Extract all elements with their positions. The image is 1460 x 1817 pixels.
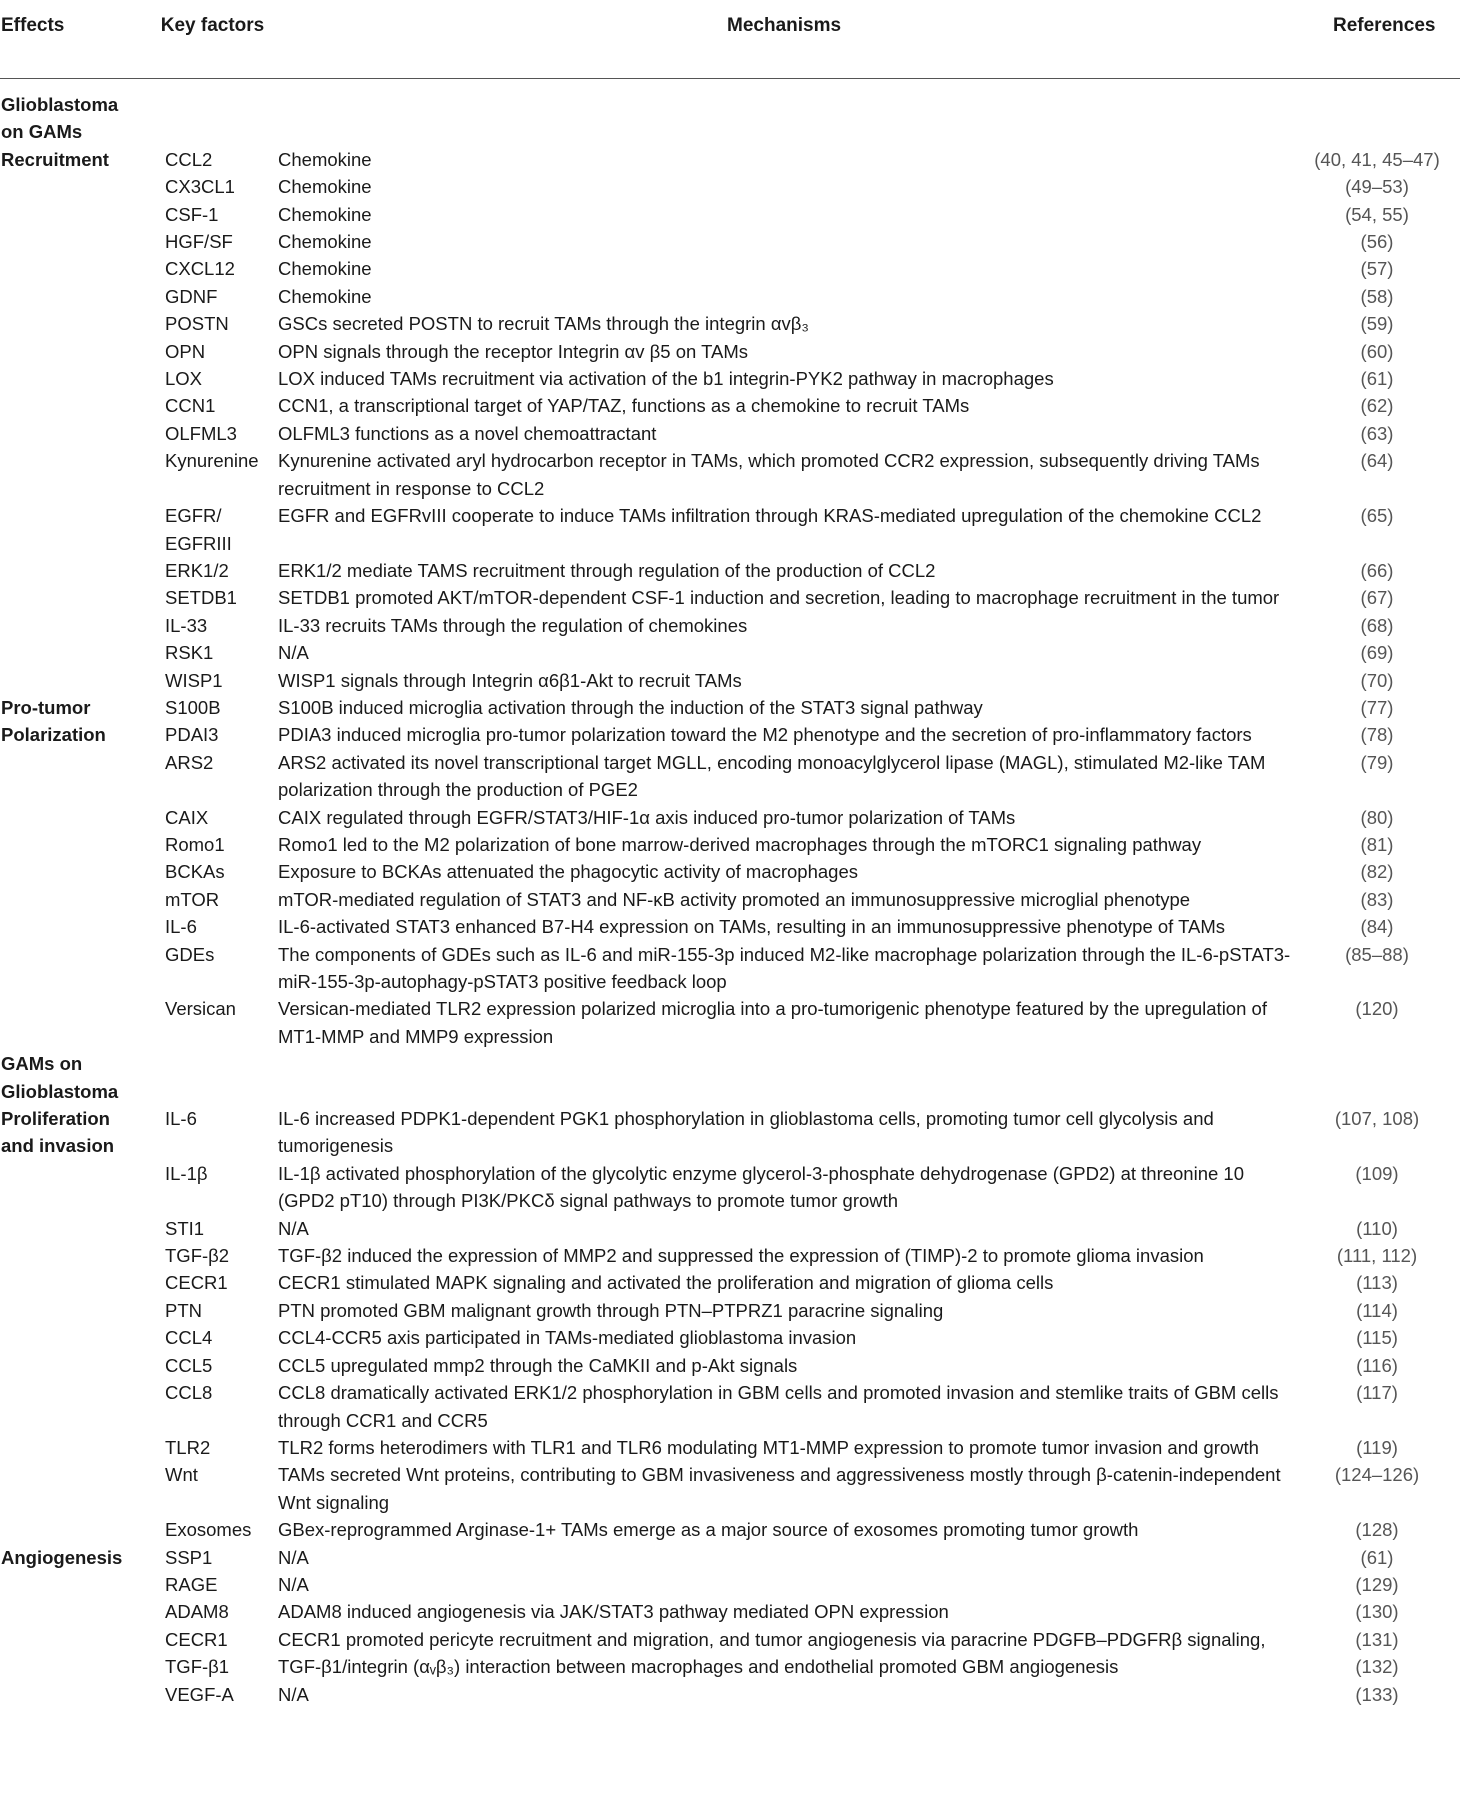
table-row [0,995,1460,1050]
table-row [0,1379,1460,1434]
table-body [0,91,1460,1708]
reference-cell: (109) [1355,1162,1399,1184]
effect-spacer [0,804,165,831]
effect-spacer [0,1571,165,1598]
mechanism-cell: TGF-β1/integrin (αᵥβ₃) interaction between macrophages and endothelial promoted GBM angiogenesis [278,1656,1119,1678]
key-factor-cell: POSTN [165,313,229,335]
table-row [0,365,1460,392]
mechanism-cell: Exposure to BCKAs attenuated the phagocytic activity of macrophages [278,861,858,883]
reference-cell: (81) [1360,833,1394,855]
mechanism-cell: IL-1β activated phosphorylation of the glycolytic enzyme glycerol-3-phosphate dehydrogenase (GPD2) at threonine 10 (GPD2 pT10) through PI3K/PKCδ signal pathways to promote tumor growth [278,1162,1245,1212]
table-row [0,1544,1460,1571]
key-factor-cell: TLR2 [165,1436,211,1458]
key-factor-cell: Wnt [165,1464,198,1486]
key-factor-cell: CCL4 [165,1327,213,1349]
reference-cell: (62) [1360,395,1394,417]
table-row [0,1653,1460,1680]
key-factor-cell: CXCL12 [165,258,235,280]
reference-cell: (68) [1360,614,1394,636]
table-row [0,858,1460,885]
table-row [0,749,1460,804]
reference-cell: (128) [1355,1519,1399,1541]
mechanism-cell: GSCs secreted POSTN to recruit TAMs through the integrin αvβ₃ [278,313,809,335]
table-row [0,1269,1460,1296]
key-factor-cell: OLFML3 [165,422,237,444]
mechanism-cell: N/A [278,1217,309,1239]
mechanism-cell: Chemokine [278,176,372,198]
table-row [0,1598,1460,1625]
key-factor-cell: HGF/SF [165,231,233,253]
section-row [0,1050,1460,1105]
reference-cell: (69) [1360,642,1394,664]
reference-cell: (49–53) [1345,176,1409,198]
reference-cell: (116) [1356,1354,1398,1376]
reference-cell: (132) [1355,1656,1399,1678]
mechanism-cell: Chemokine [278,258,372,280]
table-row [0,1571,1460,1598]
mechanism-cell: N/A [278,1683,309,1705]
mechanism-cell: N/A [278,1573,309,1595]
mechanism-cell: OLFML3 functions as a novel chemoattractant [278,422,657,444]
table-row [0,420,1460,447]
table-row [0,392,1460,419]
mechanism-cell: Chemokine [278,285,372,307]
effect-spacer [0,557,165,584]
table-row [0,338,1460,365]
key-factor-cell: Kynurenine [165,450,259,472]
effect-spacer [0,283,165,310]
reference-cell: (111, 112) [1336,1245,1418,1267]
key-factor-cell: S100B [165,696,221,718]
mechanism-cell: SETDB1 promoted AKT/mTOR-dependent CSF-1 induction and secretion, leading to macrophage recruitment in the tumor [278,587,1280,609]
key-factor-cell: CCL2 [165,148,213,170]
table-row [0,1105,1460,1160]
mechanism-cell: mTOR-mediated regulation of STAT3 and NF-κB activity promoted an immunosuppressive microglial phenotype [278,888,1191,910]
key-factor-cell: RSK1 [165,642,214,664]
header-effects: Effects [1,15,65,36]
key-factor-cell: PTN [165,1299,202,1321]
table-row [0,1215,1460,1242]
effect-spacer [0,365,165,392]
key-factor-cell: VEGF-A [165,1683,234,1705]
effect-spacer [0,667,165,694]
table-row [0,502,1460,557]
section-title: GAMs on Glioblastoma [1,1053,119,1102]
effect-spacer [0,420,165,447]
reference-cell: (66) [1360,559,1394,581]
effect-spacer [0,1242,165,1269]
effect-spacer [0,858,165,885]
mechanism-cell: EGFR and EGFRvIII cooperate to induce TAMs infiltration through KRAS-mediated upregulation of the chemokine CCL2 [278,505,1262,527]
reference-cell: (61) [1360,368,1394,390]
effect-spacer [0,1160,165,1215]
mechanism-cell: CCN1, a transcriptional target of YAP/TAZ, functions as a chemokine to recruit TAMs [278,395,970,417]
key-factor-cell: TGF-β2 [165,1245,230,1267]
key-factor-cell: mTOR [165,888,220,910]
effect-spacer [0,612,165,639]
reference-cell: (61) [1360,1546,1394,1568]
table-row [0,1324,1460,1351]
reference-cell: (65) [1360,505,1394,527]
key-factor-cell: IL-6 [165,916,197,938]
effect-cell: Recruitment [1,148,109,170]
table-row [0,721,1460,748]
reference-cell: (114) [1356,1299,1398,1321]
mechanism-cell: PTN promoted GBM malignant growth through PTN–PTPRZ1 paracrine signaling [278,1299,944,1321]
key-factor-cell: ARS2 [165,751,214,773]
mechanism-cell: IL-6 increased PDPK1-dependent PGK1 phosphorylation in glioblastoma cells, promoting tumor cell glycolysis and tumorigenesis [278,1108,1214,1157]
effect-cell: Proliferation and invasion [1,1108,115,1157]
table-row [0,1516,1460,1543]
effect-spacer [0,1516,165,1543]
mechanism-cell: OPN signals through the receptor Integrin αv β5 on TAMs [278,340,749,362]
reference-cell: (67) [1360,587,1394,609]
mechanism-cell: CCL5 upregulated mmp2 through the CaMKII and p-Akt signals [278,1354,798,1376]
table-row [0,612,1460,639]
reference-cell: (115) [1356,1327,1398,1349]
table-row [0,1160,1460,1215]
effect-spacer [0,338,165,365]
mechanism-cell: CCL8 dramatically activated ERK1/2 phosphorylation in GBM cells and promoted invasion and stemlike traits of GBM cells through CCR1 and CCR5 [278,1382,1279,1431]
reference-cell: (40, 41, 45–47) [1314,148,1440,170]
reference-cell: (120) [1355,998,1399,1020]
effect-spacer [0,201,165,228]
mechanism-cell: S100B induced microglia activation through the induction of the STAT3 signal pathway [278,696,983,718]
mechanism-cell: ERK1/2 mediate TAMS recruitment through regulation of the production of CCL2 [278,559,936,581]
effect-cell: Angiogenesis [1,1546,123,1568]
table-row [0,941,1460,996]
mechanism-cell: Chemokine [278,203,372,225]
key-factor-cell: Exosomes [165,1519,252,1541]
mechanism-cell: ARS2 activated its novel transcriptional target MGLL, encoding monoacylglycerol lipase (MAGL), stimulated M2-like TAM polarization through the production of PGE2 [278,751,1266,801]
table-row [0,1461,1460,1516]
effect-group [0,1105,1460,1544]
effect-group [0,1544,1460,1708]
mechanism-cell: IL-6-activated STAT3 enhanced B7-H4 expression on TAMs, resulting in an immunosuppressive phenotype of TAMs [278,916,1226,938]
effect-spacer [0,1653,165,1680]
mechanism-cell: PDIA3 induced microglia pro-tumor polarization toward the M2 phenotype and the secretion of pro-inflammatory factors [278,724,1252,746]
effect-spacer [0,721,165,748]
reference-cell: (54, 55) [1345,203,1409,225]
table-row [0,804,1460,831]
mechanism-cell: ADAM8 induced angiogenesis via JAK/STAT3 pathway mediated OPN expression [278,1601,949,1623]
table-row [0,1681,1460,1708]
effect-spacer [0,831,165,858]
reference-cell: (83) [1360,888,1394,910]
key-factor-cell: CCN1 [165,395,216,417]
reference-cell: (130) [1355,1601,1399,1623]
effect-spacer [0,1352,165,1379]
key-factor-cell: TGF-β1 [165,1656,230,1678]
reference-cell: (70) [1360,669,1394,691]
reference-cell: (63) [1360,422,1394,444]
reference-cell: (57) [1360,258,1394,280]
key-factor-cell: CCL8 [165,1382,213,1404]
effect-spacer [0,1434,165,1461]
mechanism-cell: TLR2 forms heterodimers with TLR1 and TLR6 modulating MT1-MMP expression to promote tumor invasion and growth [278,1436,1259,1458]
key-factor-cell: CX3CL1 [165,176,235,198]
effect-group [0,146,1460,694]
effect-spacer [0,1269,165,1296]
mechanism-cell: CECR1 stimulated MAPK signaling and activated the proliferation and migration of glioma cells [278,1272,1054,1294]
key-factor-cell: CSF-1 [165,203,219,225]
mechanism-cell: Chemokine [278,148,372,170]
effect-spacer [0,1598,165,1625]
table-row [0,228,1460,255]
reference-cell: (60) [1360,340,1394,362]
key-factor-cell: IL-33 [165,614,208,636]
effect-spacer [0,502,165,557]
effect-spacer [0,1215,165,1242]
key-factor-cell: LOX [165,368,203,390]
effect-cell: Pro-tumor Polarization [1,696,106,746]
effect-spacer [0,228,165,255]
key-factor-cell: GDEs [165,943,215,965]
key-factor-cell: IL-1β [165,1162,208,1184]
table-row [0,667,1460,694]
reference-cell: (124–126) [1334,1464,1420,1486]
reference-cell: (78) [1360,724,1394,746]
key-factor-cell: PDAI3 [165,724,219,746]
mechanism-cell: N/A [278,642,309,664]
effect-spacer [0,173,165,200]
key-factor-cell: BCKAs [165,861,225,883]
effect-spacer [0,886,165,913]
reference-cell: (59) [1360,313,1394,335]
effect-spacer [0,1626,165,1653]
mechanism-cell: LOX induced TAMs recruitment via activation of the b1 integrin-PYK2 pathway in macrophages [278,368,1054,390]
mechanism-cell: Romo1 led to the M2 polarization of bone marrow-derived macrophages through the mTORC1 signaling pathway [278,833,1202,855]
effect-spacer [0,995,165,1050]
mechanism-cell: Versican-mediated TLR2 expression polarized microglia into a pro-tumorigenic phenotype featured by the upregulation of MT1-MMP and MMP9 expression [278,998,1267,1047]
header-key-factors: Key factors [160,15,265,36]
effect-spacer [0,1461,165,1516]
reference-cell: (129) [1355,1573,1399,1595]
table-row [0,584,1460,611]
reference-cell: (82) [1360,861,1394,883]
table-row [0,146,1460,173]
header-mechanisms: Mechanisms [727,15,842,36]
reference-cell: (84) [1360,916,1394,938]
mechanism-cell: IL-33 recruits TAMs through the regulation of chemokines [278,614,748,636]
key-factor-cell: GDNF [165,285,218,307]
effect-spacer [0,1681,165,1708]
key-factor-cell: CECR1 [165,1272,228,1294]
effect-spacer [0,1379,165,1434]
effect-spacer [0,584,165,611]
reference-cell: (77) [1360,696,1394,718]
effect-spacer [0,447,165,502]
header-references: References [1333,15,1436,36]
effect-spacer [0,639,165,666]
mechanism-cell: CAIX regulated through EGFR/STAT3/HIF-1α axis induced pro-tumor polarization of TAMs [278,806,1016,828]
reference-cell: (117) [1356,1382,1398,1404]
table-row [0,201,1460,228]
mechanism-cell: GBex-reprogrammed Arginase-1+ TAMs emerge as a major source of exosomes promoting tumor growth [278,1519,1139,1541]
table-row [0,1297,1460,1324]
table-row [0,1242,1460,1269]
key-factor-cell: OPN [165,340,206,362]
reference-cell: (58) [1360,285,1394,307]
key-factor-cell: IL-6 [165,1108,197,1130]
mechanism-cell: CECR1 promoted pericyte recruitment and migration, and tumor angiogenesis via paracrine PDGFB–PDGFRβ signaling, [278,1628,1266,1650]
key-factor-cell: WISP1 [165,669,223,691]
mechanism-cell: N/A [278,1546,309,1568]
table-row [0,831,1460,858]
table-row [0,173,1460,200]
reference-cell: (64) [1360,450,1394,472]
reference-cell: (119) [1356,1436,1398,1458]
section-row [0,91,1460,146]
key-factor-cell: CECR1 [165,1628,228,1650]
key-factor-cell: CAIX [165,806,209,828]
key-factor-cell: CCL5 [165,1354,213,1376]
effect-group [0,694,1460,1050]
table-row [0,255,1460,282]
mechanism-cell: TAMs secreted Wnt proteins, contributing to GBM invasiveness and aggressiveness mostly through β-catenin-independent Wnt signaling [278,1464,1281,1513]
effect-spacer [0,941,165,996]
key-factor-cell: Romo1 [165,833,225,855]
table-row [0,557,1460,584]
table-header [0,0,1460,79]
table-row [0,1626,1460,1653]
table-row [0,447,1460,502]
key-factor-cell: SETDB1 [165,587,237,609]
mechanism-cell: Kynurenine activated aryl hydrocarbon receptor in TAMs, which promoted CCR2 expression, subsequently driving TAMs recruitment in response to CCL2 [278,450,1260,499]
mechanism-cell: The components of GDEs such as IL-6 and miR-155-3p induced M2-like macrophage polarization through the IL-6-pSTAT3-miR-155-3p-autophagy-pSTAT3 positive feedback loop [278,943,1291,992]
key-factor-cell: ADAM8 [165,1601,229,1623]
reference-cell: (107, 108) [1334,1108,1420,1130]
reference-cell: (131) [1355,1628,1399,1650]
table-row [0,1434,1460,1461]
table-row [0,886,1460,913]
reference-cell: (56) [1360,231,1394,253]
key-factor-cell: EGFR/ EGFRIII [165,505,232,554]
mechanism-cell: TGF-β2 induced the expression of MMP2 and suppressed the expression of (TIMP)-2 to promote glioma invasion [278,1245,1204,1267]
table-row [0,310,1460,337]
key-factor-cell: STI1 [165,1217,205,1239]
table-row [0,283,1460,310]
effect-spacer [0,255,165,282]
section-title: Glioblastoma on GAMs [1,94,119,143]
key-factor-cell: Versican [165,998,236,1020]
reference-cell: (110) [1356,1217,1398,1239]
effect-spacer [0,1297,165,1324]
reference-cell: (113) [1356,1272,1398,1294]
effect-spacer [0,310,165,337]
key-factor-cell: SSP1 [165,1546,213,1568]
effect-spacer [0,913,165,940]
effect-spacer [0,749,165,804]
effect-spacer [0,1324,165,1351]
reference-cell: (80) [1360,806,1394,828]
mechanism-cell: CCL4-CCR5 axis participated in TAMs-mediated glioblastoma invasion [278,1327,857,1349]
reference-cell: (79) [1360,751,1394,773]
reference-cell: (133) [1355,1683,1399,1705]
table-row [0,1352,1460,1379]
table-row [0,913,1460,940]
key-factor-cell: ERK1/2 [165,559,229,581]
effect-spacer [0,392,165,419]
mechanism-cell: WISP1 signals through Integrin α6β1-Akt to recruit TAMs [278,669,742,691]
mechanism-cell: Chemokine [278,231,372,253]
reference-cell: (85–88) [1345,943,1409,965]
key-factor-cell: RAGE [165,1573,218,1595]
table-row [0,639,1460,666]
